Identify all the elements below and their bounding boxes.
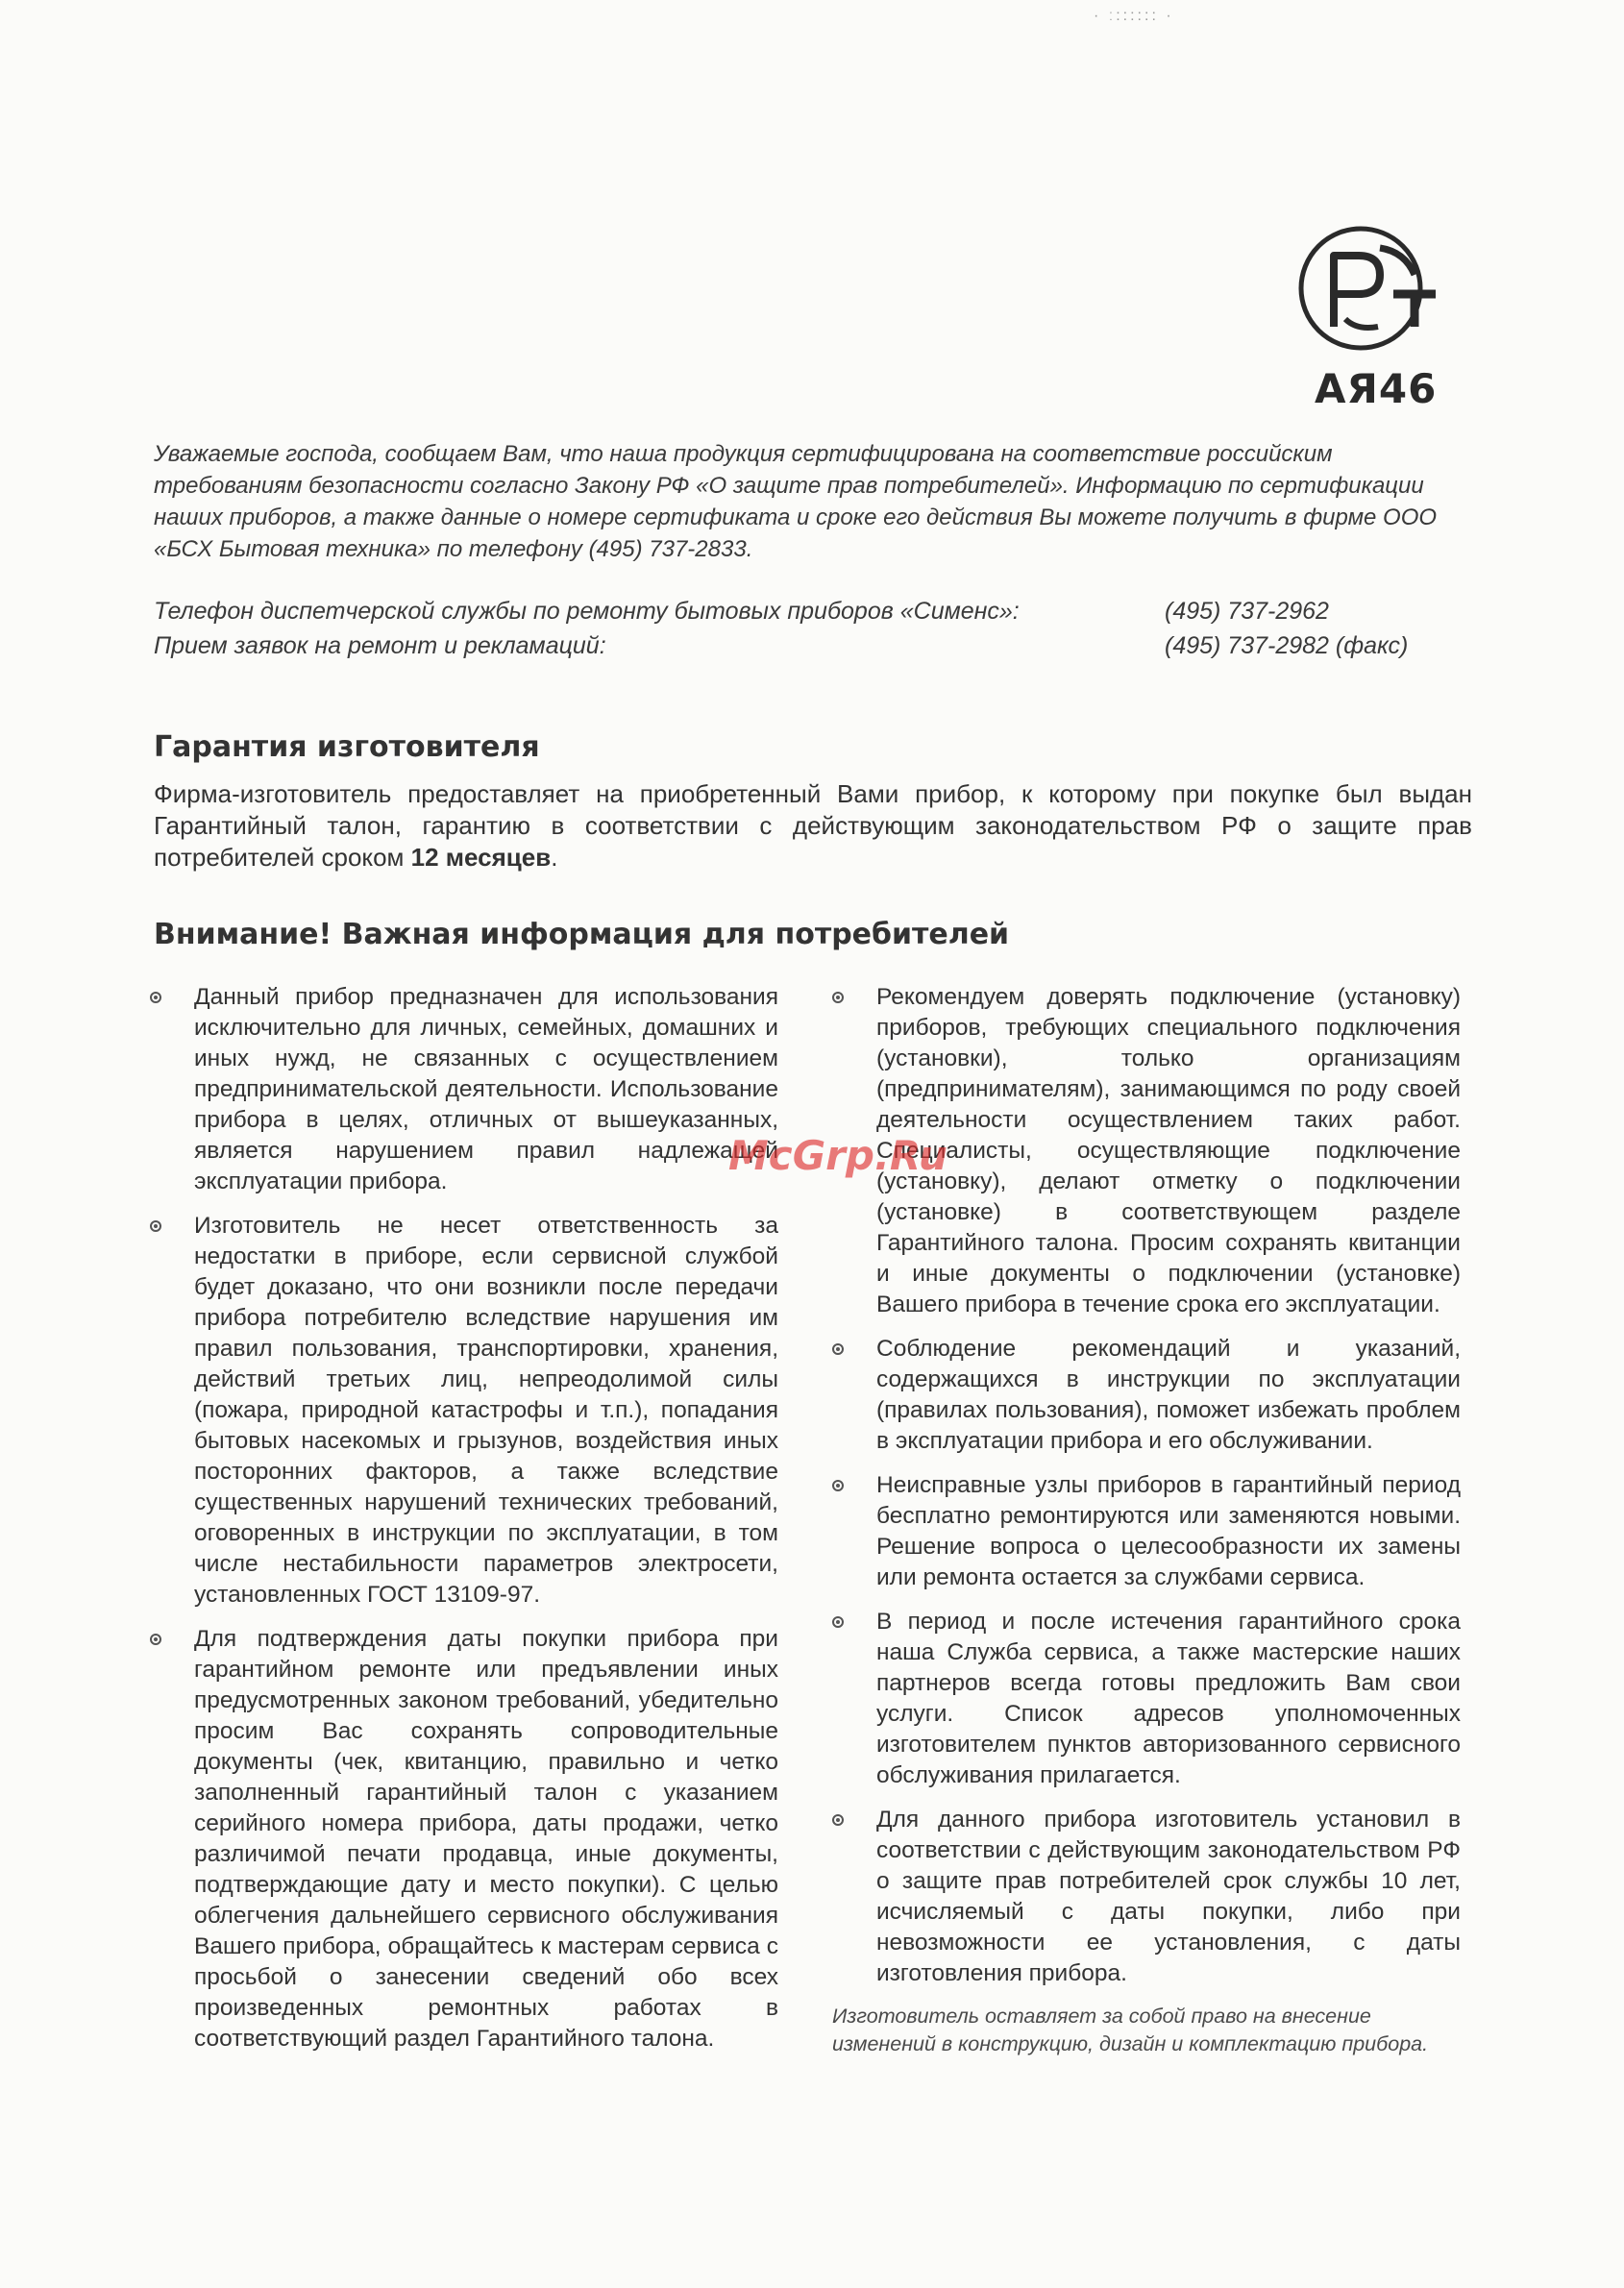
rst-certification-logo [1286,219,1449,411]
info-item-text: Неисправные узлы приборов в гарантийный период бесплатно ремонтируются или заменяются новыми. Решение вопроса о целесообразности их замены или ремонта остается за службами сервиса. [876,1472,1461,1590]
info-item-text: Соблюдение рекомендаций и указаний, содержащихся в инструкции по эксплуатации (правилах пользования), поможет избежать проблем в эксплуатации прибора и его обслуживании. [876,1336,1461,1454]
info-item-text: Рекомендуем доверять подключение (установку) приборов, требующих специального подключения (установки), только организациям (предпринимателям), занимающимся по роду своей деятельности осуществлением таких работ. Специалисты, осуществляющие подключение (установку), делают отметку о подключении (установке) в соответствующем разделе Гарантийного талона. Просим сохранять квитанции и иные документы о подключении (установке) Вашего прибора в течение срока его эксплуатации. [876,984,1461,1317]
info-item-text: Для данного прибора изготовитель установил в соответствии с действующим законодательством РФ о защите прав потребителей срок службы 10 лет, исчисляемый с даты покупки, либо при невозможности ее установления, с даты изготовления прибора. [876,1807,1461,1986]
info-item [144,1211,778,1611]
warranty-title: Гарантия изготовителя [154,730,540,764]
phone-number: (495) 737-2982 (факс) [1165,632,1409,659]
important-info-title: Внимание! Важная информация для потребителей [154,918,1010,951]
certification-code: АЯ46 [1315,365,1438,412]
bullet-icon [832,1480,844,1491]
warranty-text-main: Фирма-изготовитель предоставляет на приобретенный Вами прибор, к которому при покупке был выдан Гарантийный талон, гарантию в соответствии с действующим законодательством РФ о защите прав потребителей сроком [154,779,1472,872]
bullet-icon [832,1343,844,1355]
info-item [826,1805,1461,1989]
scan-mark: · ː:::::: · [1094,8,1174,24]
warranty-text-end: . [551,843,558,872]
bullet-icon [150,1634,161,1645]
phone-label: Прием заявок на ремонт и рекламаций: [154,632,606,659]
manufacturer-footnote: Изготовитель оставляет за собой право на внесение изменений в конструкцию, дизайн и комплектацию прибора. [832,2005,1429,2055]
phone-row-repair [154,628,1470,663]
info-item [144,982,778,1197]
service-phones [154,594,1470,663]
info-item [826,1470,1461,1593]
rst-mark-icon [1286,219,1449,363]
info-item-text: Данный прибор предназначен для использования исключительно для личных, семейных, домашних и иных нужд, не связанных с осуществлением предпринимательской деятельности. Использование прибора в целях, отличных от вышеуказанных, является нарушением правил надлежащей эксплуатации прибора. [194,984,778,1194]
phone-row-dispatch [154,594,1470,628]
info-column-left [144,982,778,2068]
bullet-icon [832,1814,844,1826]
info-item-text: Изготовитель не несет ответственность за недостатки в приборе, если сервисной службой будет доказано, что они возникли после передачи прибора потребителю вследствие нарушения им правил пользования, транспортировки, хранения, действий третьих лиц, непреодолимой силы (пожара, природной катастрофы и т.п.), попадания бытовых насекомых и грызунов, воздействия иных посторонних факторов, а также вследствие существенных нарушений технических требований, оговоренных в инструкции по эксплуатации, в том числе нестабильности параметров электросети, установленных ГОСТ 13109-97. [194,1213,778,1608]
warranty-text [154,778,1472,873]
info-item [826,1607,1461,1791]
certification-intro: Уважаемые господа, сообщаем Вам, что наша продукция сертифицирована на соответствие российским требованиям безопасности согласно Закону РФ «О защите прав потребителей». Информацию по сертификации наших приборов, а также данные о номере сертификата и сроке его действия Вы можете получить в фирме ООО «БСХ Бытовая техника» по телефону (495) 737-2833. [154,441,1438,562]
phone-number: (495) 737-2962 [1165,598,1329,625]
bullet-icon [150,1220,161,1232]
info-item [144,1624,778,2054]
warranty-term: 12 месяцев [410,843,552,872]
phone-label: Телефон диспетчерской службы по ремонту бытовых приборов «Сименс»: [154,598,1020,625]
bullet-icon [832,1616,844,1628]
watermark: McGrp.Ru [728,1132,947,1179]
info-item-text: В период и после истечения гарантийного срока наша Служба сервиса, а также мастерские наших партнеров всегда готовы предложить Вам свои услуги. Список адресов уполномоченных изготовителем пунктов авторизованного сервисного обслуживания прилагается. [876,1609,1461,1788]
info-item-text: Для подтверждения даты покупки прибора при гарантийном ремонте или предъявлении иных предусмотренных законом требований, убедительно просим Вас сохранять сопроводительные документы (чек, квитанцию, правильно и четко заполненный гарантийный талон с указанием серийного номера прибора, даты продажи, четко различимой печати продавца, иные документы, подтверждающие дату и место покупки). С целью облегчения дальнейшего сервисного обслуживания Вашего прибора, обращайтесь к мастерам сервиса с просьбой о занесении сведений обо всех произведенных ремонтных работах в соответствующий раздел Гарантийного талона. [194,1626,778,2052]
info-item [826,1334,1461,1457]
bullet-icon [832,992,844,1003]
bullet-icon [150,992,161,1003]
